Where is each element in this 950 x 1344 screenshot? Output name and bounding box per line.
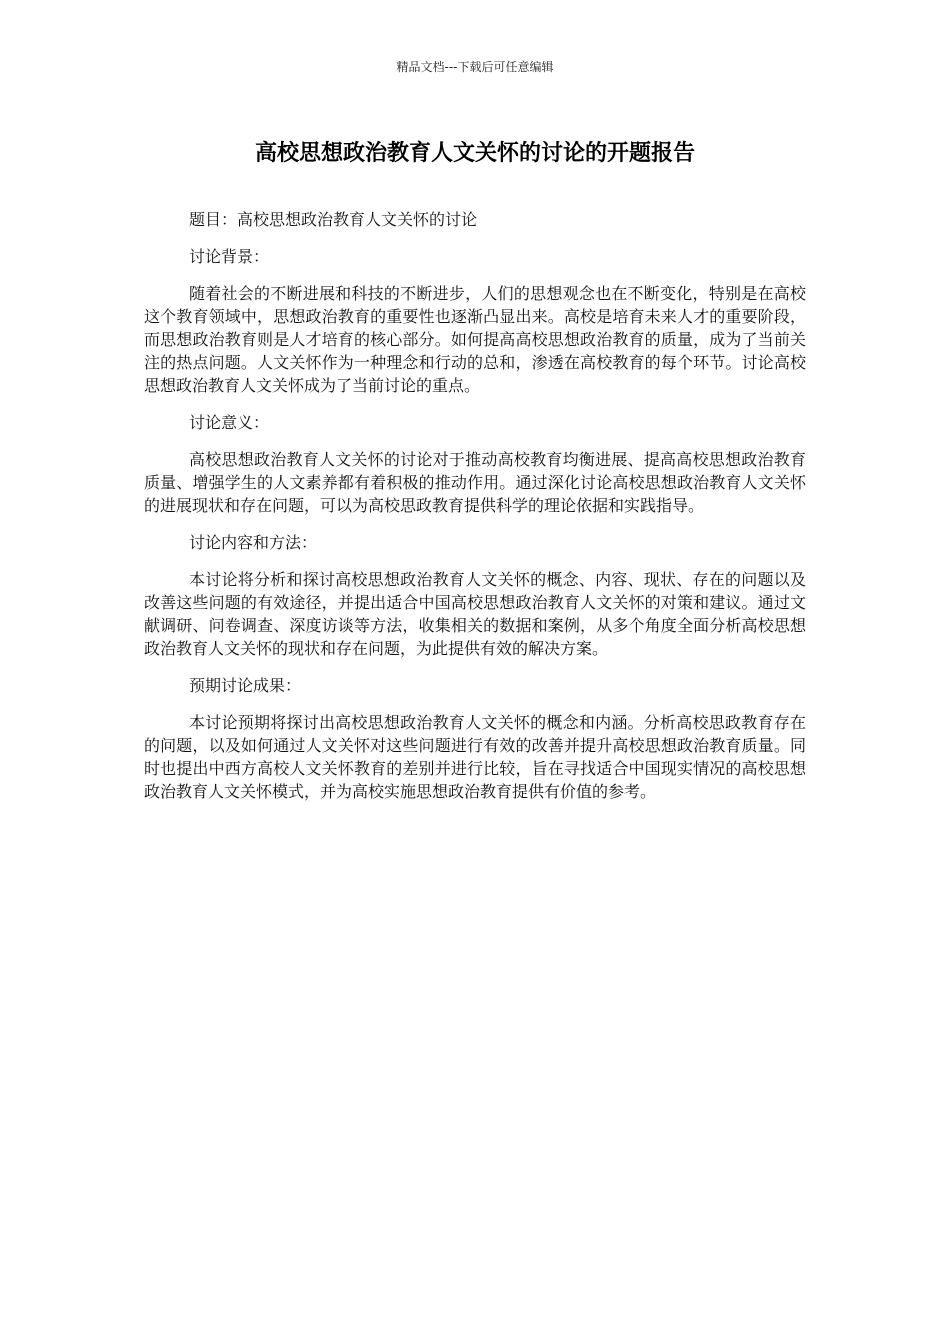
section-body-background: 随着社会的不断进展和科技的不断进步，人们的思想观念也在不断变化，特别是在高校这个教育领域中，思想政治教育的重要性也逐渐凸显出来。高校是培育未来人才的重要阶段，而思想政治教育则是人才培育的核心部分。如何提高高校思想政治教育的质量，成为了当前关注的热点问题。人文关怀作为一种理念和行动的总和，渗透在高校教育的每个环节。讨论高校思想政治教育人文关怀成为了当前讨论的重点。: [144, 284, 806, 395]
header-note: 精品文档---下载后可任意编辑: [396, 60, 554, 74]
section-heading-content-methods: 讨论内容和方法：: [189, 533, 318, 552]
section-body-expected-results: 本讨论预期将探讨出高校思想政治教育人文关怀的概念和内涵。分析高校思政教育存在的问题，以及如何通过人文关怀对这些问题进行有效的改善并提升高校思想政治教育质量。同时也提出中西方高校人文关怀教育的差别并进行比较，旨在寻找适合中国现实情况的高校思想政治教育人文关怀模式，并为高校实施思想政治教育提供有价值的参考。: [144, 713, 806, 801]
section-heading-background: 讨论背景：: [189, 247, 270, 266]
section-heading-significance: 讨论意义：: [189, 413, 270, 432]
section-body-content-methods: 本讨论将分析和探讨高校思想政治教育人文关怀的概念、内容、现状、存在的问题以及改善这些问题的有效途径，并提出适合中国高校思想政治教育人文关怀的对策和建议。通过文献调研、问卷调查、深度访谈等方法，收集相关的数据和案例，从多个角度全面分析高校思想政治教育人文关怀的现状和存在问题，为此提供有效的解决方案。: [144, 570, 806, 658]
topic-line: 题目：高校思想政治教育人文关怀的讨论: [189, 210, 478, 229]
document-body: [144, 208, 806, 817]
section-body-significance: 高校思想政治教育人文关怀的讨论对于推动高校教育均衡进展、提高高校思想政治教育质量、增强学生的人文素养都有着积极的推动作用。通过深化讨论高校思想政治教育人文关怀的进展现状和存在问题，可以为高校思政教育提供科学的理论依据和实践指导。: [144, 450, 806, 515]
document-title: 高校思想政治教育人文关怀的讨论的开题报告: [254, 141, 695, 166]
section-heading-expected-results: 预期讨论成果：: [189, 676, 302, 695]
